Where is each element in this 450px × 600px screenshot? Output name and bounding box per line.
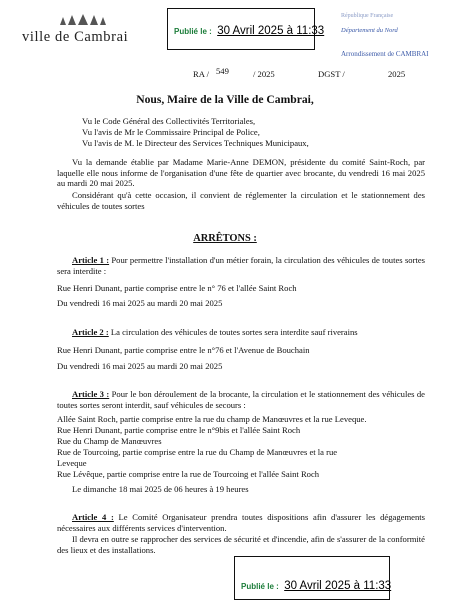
ref-number: 549: [216, 66, 229, 76]
dgst-label: DGST /: [318, 69, 345, 79]
arrondissement-label: Arrondissement de CAMBRAI: [341, 49, 429, 58]
header-right: [341, 13, 441, 59]
stamp-label: Publié le :: [241, 582, 279, 591]
article-2-dates: Du vendredi 16 mai 2025 au mardi 20 mai 2025: [57, 361, 223, 371]
republic-label: République Française: [341, 13, 394, 19]
article-2-text: La circulation des véhicules de toutes sortes sera interdite sauf riverains: [108, 327, 358, 337]
article-4: [57, 512, 425, 533]
article-3-street: Rue Lévêque, partie comprise entre la rue de Tourcoing et l'allée Saint Roch: [57, 469, 320, 479]
stamp-label: Publié le :: [174, 27, 212, 36]
city-logo: [22, 14, 132, 50]
article-1-text: Pour permettre l'installation d'un métier forain, la circulation des véhicules de toutes sortes sera interdite :: [57, 255, 425, 276]
article-3-text: Pour le bon déroulement de la brocante, la circulation et le stationnement des véhicules de toutes sortes seront interdit, sauf véhicules de secours :: [57, 389, 425, 410]
stamp-datetime: 30 Avril 2025 à 11:33: [217, 25, 325, 37]
vu-demande-paragraph: Vu la demande établie par Madame Marie-Anne DEMON, présidente du comité Saint-Roch, par laquelle elle nous informe de l'organisation d'une fête de quartier avec brocante, du vendredi 16 mai 2025 au mardi 20 mai 2025.: [57, 157, 425, 189]
department-label: Département du Nord: [341, 26, 398, 34]
article-1-dates: Du vendredi 16 mai 2025 au mardi 20 mai 2025: [57, 298, 223, 308]
vu-line: Vu l'avis de Mr le Commissaire Principal de Police,: [82, 127, 260, 137]
stamp-datetime: 30 Avril 2025 à 11:33: [284, 580, 392, 592]
article-1-street: Rue Henri Dunant, partie comprise entre le n° 76 et l'allée Saint Roch: [57, 283, 297, 293]
considerant-paragraph: Considérant qu'à cette occasion, il convient de réglementer la circulation et le stationnement des véhicules de toutes sortes: [57, 190, 425, 211]
article-3-label: Article 3 :: [72, 389, 110, 399]
article-4-text-2: Il devra en outre se rapprocher des services de sécurité et d'incendie, afin de s'assurer de la conformité des lieux et des installations.: [57, 534, 425, 555]
dgst-year: 2025: [388, 69, 406, 79]
publication-stamp-top: [167, 8, 325, 50]
article-3-street: Rue Henri Dunant, partie comprise entre le n°9bis et l'allée Saint Roch: [57, 425, 301, 435]
article-1: [57, 255, 425, 276]
arretons-heading: ARRÊTONS :: [193, 233, 257, 244]
article-4-label: Article 4 :: [72, 512, 114, 522]
article-2-street: Rue Henri Dunant, partie comprise entre le n°76 et l'Avenue de Bouchain: [57, 345, 310, 355]
article-3: [57, 389, 425, 410]
logo-text: ville de Cambrai: [22, 29, 129, 45]
article-3-dates: Le dimanche 18 mai 2025 de 06 heures à 19 heures: [72, 484, 249, 494]
ref-year: / 2025: [253, 69, 275, 79]
vu-line: Vu l'avis de M. le Directeur des Services Techniques Municipaux,: [82, 138, 309, 148]
article-3-street: Allée Saint Roch, partie comprise entre la rue du champ de Manœuvres et la rue Leveque.: [57, 414, 367, 424]
vu-line: Vu le Code Général des Collectivités Territoriales,: [82, 116, 256, 126]
article-3-street: Leveque: [57, 458, 87, 468]
page-title: Nous, Maire de la Ville de Cambrai,: [136, 93, 314, 106]
ref-prefix: RA /: [193, 69, 209, 79]
article-3-street: Rue du Champ de Manœuvres: [57, 436, 162, 446]
logo-mark-icon: [50, 14, 120, 26]
article-2-label: Article 2 :: [72, 327, 109, 337]
article-2: [57, 327, 425, 338]
article-1-label: Article 1 :: [72, 255, 110, 265]
article-4-text: Le Comité Organisateur prendra toutes dispositions afin d'assurer les dégagements nécessaires aux différents services d'intervention.: [57, 512, 425, 533]
publication-stamp-bottom: [234, 556, 390, 600]
article-3-street: Rue de Tourcoing, partie comprise entre la rue du Champ de Manœuvres et la rue: [57, 447, 338, 457]
